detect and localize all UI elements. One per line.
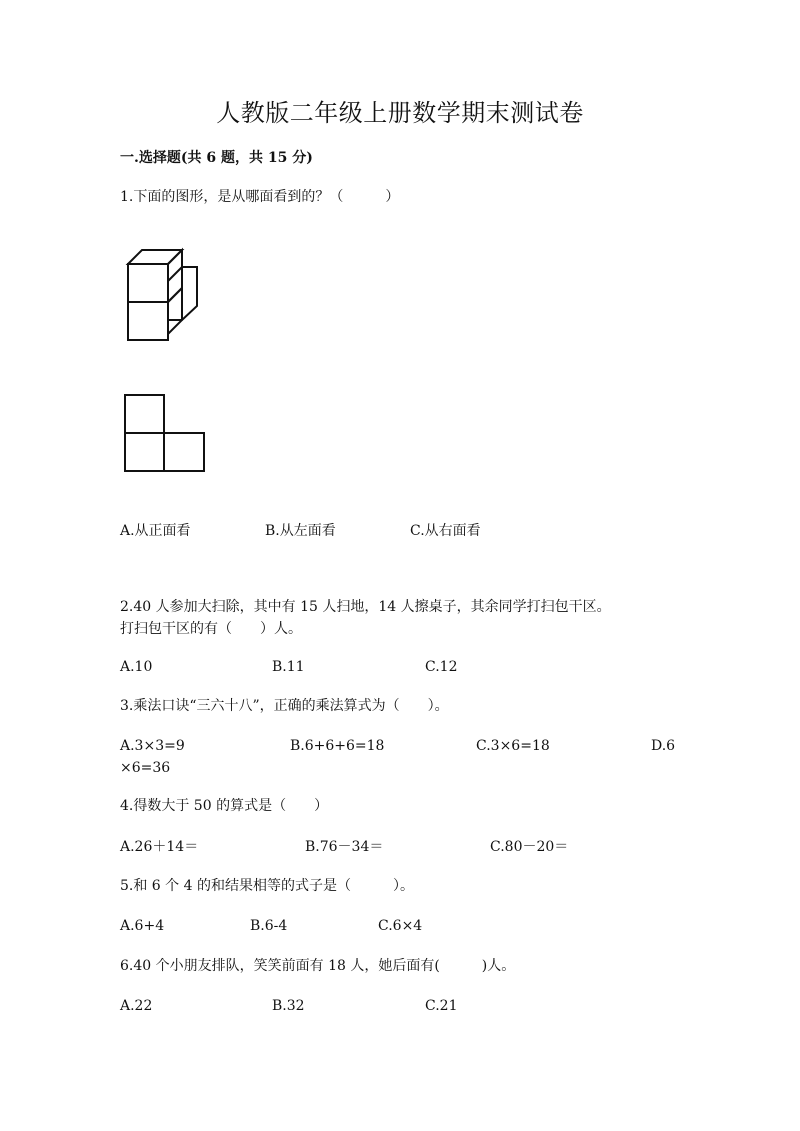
q3-option-d[interactable]: D.6 [651, 738, 676, 754]
view-square-bottom-left [125, 433, 164, 471]
question-2-text-line1: 2.40 人参加大扫除，其中有 15 人扫地，14 人擦桌子，其余同学打扫包干区。 [120, 599, 611, 615]
question-1-text: 1.下面的图形，是从哪面看到的？（ ） [120, 189, 400, 205]
view-square-top [125, 395, 164, 433]
q3-option-b[interactable]: B.6+6+6=18 [290, 738, 385, 754]
question-4-text: 4.得数大于 50 的算式是（ ） [120, 798, 329, 814]
bottom-cube-side-face [168, 288, 182, 334]
section-heading: 一.选择题(共 6 题，共 15 分) [120, 150, 313, 166]
front-top-cube-face [128, 264, 168, 302]
q3-option-a[interactable]: A.3×3=9 [120, 738, 185, 754]
cube-stack-figure [120, 244, 210, 348]
q6-option-c[interactable]: C.21 [425, 998, 458, 1014]
q4-option-b[interactable]: B.76－34＝ [305, 839, 384, 855]
q4-option-a[interactable]: A.26＋14＝ [120, 839, 199, 855]
q1-option-c[interactable]: C.从右面看 [410, 523, 481, 539]
q2-option-b[interactable]: B.11 [272, 659, 305, 675]
question-5-text: 5.和 6 个 4 的和结果相等的式子是（ ）。 [120, 878, 414, 894]
q6-option-b[interactable]: B.32 [272, 998, 305, 1014]
q2-option-c[interactable]: C.12 [425, 659, 458, 675]
view-square-bottom-right [164, 433, 204, 471]
question-3-text: 3.乘法口诀“三六十八”，正确的乘法算式为（ ）。 [120, 698, 449, 714]
q5-option-a[interactable]: A.6+4 [120, 918, 165, 934]
question-6-text: 6.40 个小朋友排队，笑笑前面有 18 人，她后面有( )人。 [120, 958, 516, 974]
q1-option-a[interactable]: A.从正面看 [120, 523, 191, 539]
q3-option-d-continued: ×6=36 [120, 760, 171, 776]
front-bottom-cube-face [128, 302, 168, 340]
q6-option-a[interactable]: A.22 [120, 998, 153, 1014]
q3-option-c[interactable]: C.3×6=18 [476, 738, 550, 754]
q5-option-c[interactable]: C.6×4 [378, 918, 423, 934]
view-shape-figure [120, 390, 210, 476]
q2-option-a[interactable]: A.10 [120, 659, 153, 675]
q4-option-c[interactable]: C.80－20＝ [490, 839, 569, 855]
question-2-text-line2: 打扫包干区的有（ ）人。 [120, 621, 302, 637]
page-title: 人教版二年级上册数学期末测试卷 [216, 99, 584, 127]
q5-option-b[interactable]: B.6-4 [250, 918, 288, 934]
q1-option-b[interactable]: B.从左面看 [265, 523, 336, 539]
